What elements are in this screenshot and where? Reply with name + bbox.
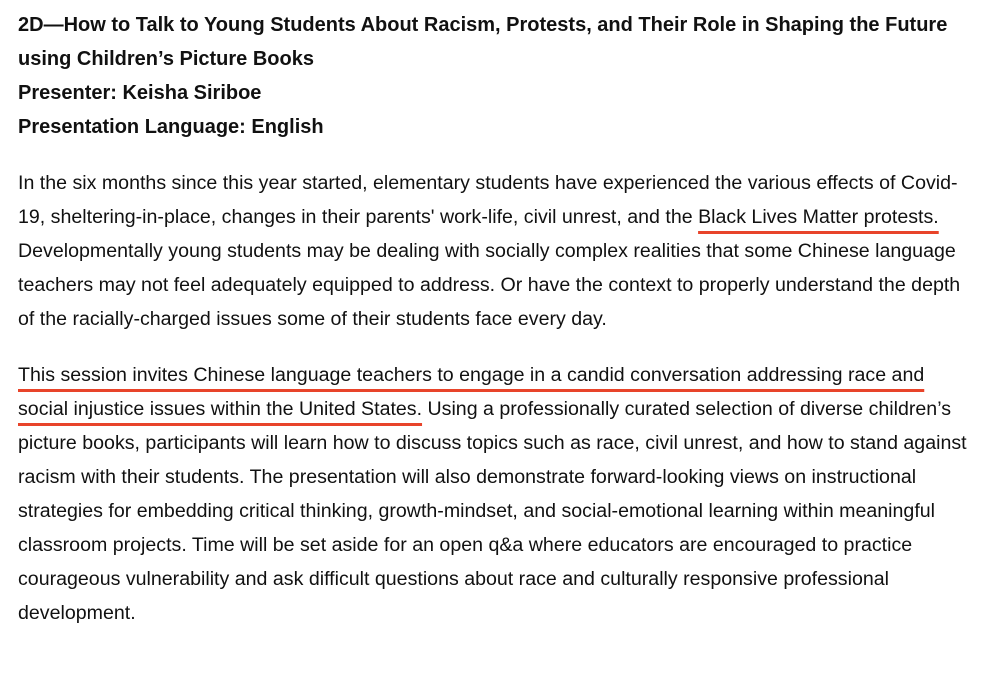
- session-title: 2D—How to Talk to Young Students About Racism, Protests, and Their Role in Shaping the Future using Children’s Picture Books: [18, 14, 948, 70]
- paragraph-session: [18, 358, 978, 630]
- paragraph-overview-text-start: In the six months since this year started, elementary students have experienced the various effects of Covid-19, sheltering-in-place, changes in their parents' work-life, civil unrest, and the: [18, 172, 958, 228]
- presenter-line: Presenter: Keisha Siriboe: [18, 82, 262, 104]
- paragraph-overview-text-end: Developmentally young students may be dealing with socially complex realities that some Chinese language teachers may not feel adequately equipped to address. Or have the context to properly understand the depth of the racially-charged issues some of their students face every day.: [18, 240, 961, 330]
- paragraph-session-text-end: Using a professionally curated selection of diverse children’s picture books, participants will learn how to discuss topics such as race, civil unrest, and how to stand against racism with their students. The presentation will also demonstrate forward-looking views on instructional strategies for embedding critical thinking, growth-mindset, and social-emotional learning within meaningful classroom projects. Time will be set aside for an open q&a where educators are encouraged to practice courageous vulnerability and ask difficult questions about race and culturally responsive professional development.: [18, 398, 967, 624]
- paragraph-overview: [18, 166, 978, 336]
- highlighted-sentence-session: This session invites Chinese language teachers to engage in a candid conversation addressing race and social injustice issues within the United States.: [18, 364, 925, 420]
- language-line: Presentation Language: English: [18, 116, 324, 138]
- highlighted-phrase-blm: Black Lives Matter protests.: [698, 206, 939, 228]
- session-description: [18, 8, 978, 630]
